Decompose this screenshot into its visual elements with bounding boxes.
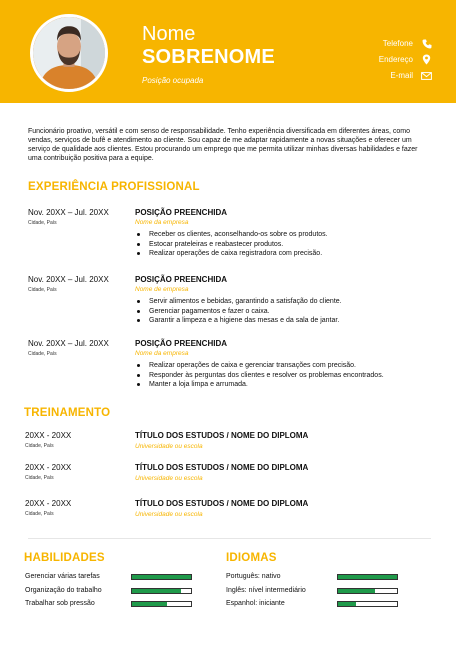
language-level-bar	[337, 601, 398, 607]
skill-level-bar	[131, 588, 192, 594]
job-company: Nome da empresa	[135, 219, 189, 226]
contact-phone	[322, 36, 432, 51]
job-bullets	[149, 361, 439, 390]
job-location: Cidade, País	[28, 220, 57, 226]
experience-heading: EXPERIÊNCIA PROFISSIONAL	[28, 181, 200, 193]
language-level-bar	[337, 588, 398, 594]
job-date: Nov. 20XX – Jul. 20XX	[28, 275, 109, 284]
skill-row	[25, 587, 195, 597]
language-level-fill	[338, 575, 397, 579]
education-location: Cidade, País	[25, 511, 54, 517]
language-level-fill	[338, 589, 375, 593]
avatar-illustration	[33, 17, 105, 89]
job-title: POSIÇÃO PREENCHIDA	[135, 275, 228, 284]
language-row	[226, 573, 432, 583]
profile-summary: Funcionário proativo, versátil e com senso de responsabilidade. Tenho experiência diversificada em diferentes áreas, como vendas, serviços de bufê e atendimento ao cliente. Sou capaz de me adaptar rapidamente a novas situações e oferecer um serviço de qualidade aos clientes. Estou procurando um emprego que me permita utilizar minhas diversas habilidades e fazer uma contribuição positiva para a equipe.	[28, 128, 418, 162]
skill-level-fill	[132, 575, 191, 579]
education-school: Universidade ou escola	[135, 443, 203, 450]
job-bullet: Manter a loja limpa e arrumada.	[149, 380, 439, 390]
job-bullets	[149, 297, 439, 326]
skills-heading: HABILIDADES	[24, 552, 105, 564]
job-location: Cidade, País	[28, 287, 57, 293]
language-label: Inglês: nível intermediário	[226, 587, 306, 594]
language-level-fill	[338, 602, 356, 606]
contact-address-label: Endereço	[378, 55, 413, 64]
job-bullet: Realizar operações de caixa registradora com precisão.	[149, 249, 439, 259]
profile-photo	[30, 14, 108, 92]
training-heading: TREINAMENTO	[24, 407, 111, 419]
language-label: Espanhol: iniciante	[226, 600, 285, 607]
skill-label: Trabalhar sob pressão	[25, 600, 95, 607]
contact-email-label: E-mail	[390, 71, 413, 80]
job-bullet: Responder às perguntas dos clientes e resolver os problemas encontrados.	[149, 371, 439, 381]
language-row	[226, 600, 432, 610]
job-company: Nome da empresa	[135, 350, 189, 357]
job-date: Nov. 20XX – Jul. 20XX	[28, 208, 109, 217]
job-company: Nome de empresa	[135, 286, 189, 293]
position-title: Posição ocupada	[142, 76, 204, 85]
education-location: Cidade, País	[25, 443, 54, 449]
skill-level-fill	[132, 589, 181, 593]
contact-block	[322, 36, 432, 84]
language-row	[226, 587, 432, 597]
job-date: Nov. 20XX – Jul. 20XX	[28, 339, 109, 348]
language-level-bar	[337, 574, 398, 580]
skill-label: Gerenciar várias tarefas	[25, 573, 100, 580]
skill-row	[25, 600, 195, 610]
education-title: TÍTULO DOS ESTUDOS / NOME DO DIPLOMA	[135, 463, 309, 472]
job-bullet: Gerenciar pagamentos e fazer o caixa.	[149, 307, 439, 317]
job-bullets	[149, 230, 439, 259]
language-label: Português: nativo	[226, 573, 281, 580]
skill-level-bar	[131, 601, 192, 607]
job-title: POSIÇÃO PREENCHIDA	[135, 208, 228, 217]
contact-email	[322, 68, 432, 83]
envelope-icon	[421, 70, 432, 81]
phone-icon	[421, 38, 432, 49]
skill-level-fill	[132, 602, 167, 606]
job-bullet: Realizar operações de caixa e gerenciar transações com precisão.	[149, 361, 439, 371]
education-school: Universidade ou escola	[135, 475, 203, 482]
contact-phone-label: Telefone	[382, 39, 413, 48]
education-title: TÍTULO DOS ESTUDOS / NOME DO DIPLOMA	[135, 499, 309, 508]
header-banner	[0, 0, 456, 103]
job-bullet: Servir alimentos e bebidas, garantindo a satisfação do cliente.	[149, 297, 439, 307]
education-date: 20XX - 20XX	[25, 431, 72, 440]
job-bullet: Receber os clientes, aconselhando-os sobre os produtos.	[149, 230, 439, 240]
job-bullet: Estocar prateleiras e reabastecer produtos.	[149, 240, 439, 250]
job-location: Cidade, País	[28, 351, 57, 357]
education-title: TÍTULO DOS ESTUDOS / NOME DO DIPLOMA	[135, 431, 309, 440]
last-name: SOBRENOME	[142, 46, 275, 68]
section-divider	[28, 538, 431, 539]
education-date: 20XX - 20XX	[25, 463, 72, 472]
skill-level-bar	[131, 574, 192, 580]
skill-label: Organização do trabalho	[25, 587, 102, 594]
languages-heading: IDIOMAS	[226, 552, 277, 564]
education-school: Universidade ou escola	[135, 511, 203, 518]
education-location: Cidade, País	[25, 475, 54, 481]
education-date: 20XX - 20XX	[25, 499, 72, 508]
job-title: POSIÇÃO PREENCHIDA	[135, 339, 228, 348]
contact-address	[322, 52, 432, 67]
location-pin-icon	[421, 54, 432, 65]
first-name: Nome	[142, 23, 196, 45]
skill-row	[25, 573, 195, 583]
job-bullet: Garantir a limpeza e a higiene das mesas e da sala de jantar.	[149, 316, 439, 326]
